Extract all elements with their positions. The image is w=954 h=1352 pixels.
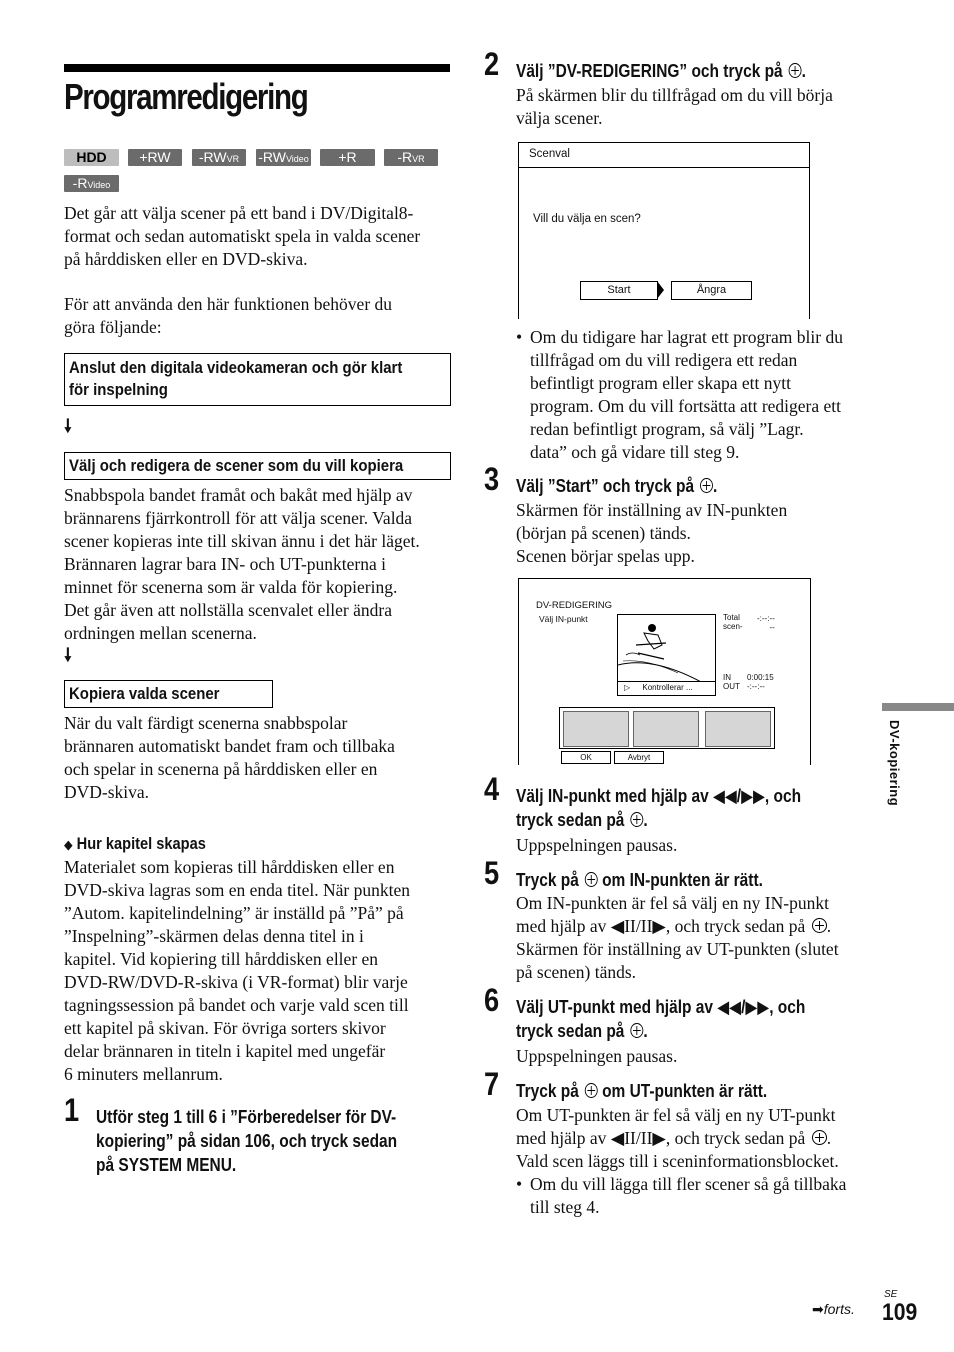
screen-question: Vill du välja en scen? — [533, 213, 641, 225]
step-number-1: 1 — [64, 1092, 80, 1128]
down-arrow-icon: 🠗 — [64, 645, 72, 666]
badge-minus-rw-video: -RWVideo — [256, 149, 311, 166]
step-2-bullet: Om du tidigare har lagrat ett program blir du tillfrågad om du vill redigera ett redan befintligt program eller skapa ett nytt program. Om du vill fortsätta att redigera ett redan befintligt program, så välj ”Lagr. data” och gå vidare till steg 9. — [530, 327, 843, 462]
status-strip: ▷ Kontrollerar ... — [618, 681, 715, 695]
dv-edit-title: DV-REDIGERING — [536, 600, 613, 611]
dv-edit-screen — [518, 578, 811, 765]
badge-minus-r-video: -RVideo — [64, 175, 119, 192]
total-scene-value: -:--:-- -- — [757, 614, 775, 632]
step-number-7: 7 — [484, 1066, 500, 1102]
title-rule — [64, 64, 450, 72]
cancel-button[interactable]: Ångra — [671, 281, 752, 300]
scene-select-screen — [518, 142, 810, 319]
step-3-text: Skärmen för inställning av IN-punkten (början på scenen) tänds. Scenen börjar spelas upp. — [516, 500, 788, 566]
step-4-heading: Välj IN-punkt med hjälp av ◀◀/▶▶, och tryck sedan på . — [516, 786, 802, 830]
procedure-box-connect: Anslut den digitala videokameran och gör klart för inspelning — [64, 353, 451, 406]
badge-minus-r-vr: -RVR — [384, 149, 438, 166]
enter-button-icon — [789, 63, 802, 78]
start-button[interactable]: Start — [580, 281, 658, 300]
chapters-subheading: ◆ Hur kapitel skapas — [64, 834, 206, 853]
language-code: SE — [884, 1289, 898, 1300]
step-3-heading: Välj ”Start” och tryck på . — [516, 476, 718, 496]
step-5-text: Om IN-punkten är fel så välj en ny IN-punkt med hjälp av ◀II/II▶, och tryck sedan på . Skärmen för inställning av UT-punkten (slutet på scenen) tänds. — [516, 893, 839, 982]
enter-button-icon — [700, 478, 713, 493]
in-out-labels: IN OUT — [723, 673, 740, 691]
enter-button-icon — [812, 1130, 827, 1145]
badge-minus-rw-vr: -RWVR — [192, 149, 246, 166]
scene-thumbnail[interactable] — [563, 711, 629, 747]
in-out-values: 0:00:15 -:--:-- — [747, 673, 774, 691]
step-number-6: 6 — [484, 982, 500, 1018]
diamond-icon: ◆ — [64, 837, 73, 852]
chapters-paragraph: Materialet som kopieras till hårddisken eller en DVD-skiva lagras som en enda titel. När punkten ”Autom. kapitelindelning” är inställd på ”På” på ”Inspelning”-skärmen delas denna titel in i kapitel. Vid kopiering till hårddisken eller en DVD-RW/DVD-R-skiva (i VR-format) blir varje tagningssession på bandet och varje vald scen till ett kapitel på skivan. För övriga sorters skivor delar brännaren in titeln i kapitel med ungefär 6 minuters mellanrum. — [64, 857, 411, 1084]
enter-button-icon — [585, 872, 598, 887]
step-2-bullet-marker: • — [516, 327, 523, 347]
procedure-box-copy: Kopiera valda scener — [64, 680, 273, 708]
start-button-pointer — [657, 281, 664, 299]
step-number-5: 5 — [484, 855, 500, 891]
step-4-text: Uppspelningen pausas. — [516, 835, 678, 855]
screen-title: Scenval — [529, 148, 570, 160]
continued-note: ➡forts. — [812, 1301, 855, 1317]
step-7-bullet: Om du vill lägga till fler scener så gå tillbaka till steg 4. — [530, 1174, 847, 1217]
down-arrow-icon: 🠗 — [64, 416, 72, 437]
cancel-button[interactable]: Avbryt — [614, 751, 664, 764]
step-number-3: 3 — [484, 461, 500, 497]
section-tab-label: DV-kopiering — [887, 720, 902, 807]
play-icon: ▷ — [624, 683, 631, 692]
enter-button-icon — [630, 1023, 643, 1038]
page-number: 109 — [882, 1299, 918, 1326]
step-7-heading: Tryck på om UT-punkten är rätt. — [516, 1081, 768, 1101]
badge-hdd: HDD — [64, 149, 119, 166]
step-2-text: På skärmen blir du tillfrågad om du vill börja välja scener. — [516, 85, 833, 128]
scene-thumbnail[interactable] — [705, 711, 771, 747]
step-7-text: Om UT-punkten är fel så välj en ny UT-punkt med hjälp av ◀II/II▶, och tryck sedan på . Vald scen läggs till i sceninformationsblocket. — [516, 1105, 839, 1171]
copy-paragraph: När du valt färdigt scenerna snabbspolar brännaren automatiskt bandet fram och tillbaka och spelar in scenerna på hårddisken eller en DVD-skiva. — [64, 713, 395, 802]
scene-thumbnails — [559, 707, 775, 749]
enter-button-icon — [585, 1083, 598, 1098]
scene-thumbnail[interactable] — [633, 711, 699, 747]
step-number-4: 4 — [484, 771, 500, 807]
step-1-heading: Utför steg 1 till 6 i ”Förberedelser för DV- kopiering” på sidan 106, och tryck sedan på SYSTEM MENU. — [96, 1107, 398, 1175]
badge-plus-rw: +RW — [128, 149, 182, 166]
step-5-heading: Tryck på om IN-punkten är rätt. — [516, 870, 763, 890]
intro-paragraph: Det går att välja scener på ett band i DV/Digital8- format och sedan automatiskt spela in valda scener på hårddisken eller en DVD-skiva. — [64, 203, 421, 269]
page-title: Programredigering — [64, 76, 308, 117]
total-scene-label: Total scen- — [723, 613, 743, 631]
dv-edit-subtitle: Välj IN-punkt — [539, 614, 588, 624]
section-tab-marker — [882, 703, 954, 711]
step-6-heading: Välj UT-punkt med hjälp av ◀◀/▶▶, och tryck sedan på . — [516, 997, 806, 1041]
screen-title-rule — [519, 167, 809, 168]
enter-button-icon — [630, 812, 643, 827]
step-6-text: Uppspelningen pausas. — [516, 1046, 678, 1066]
step-7-bullet-marker: • — [516, 1174, 523, 1194]
select-paragraph: Snabbspola bandet framåt och bakåt med hjälp av brännarens fjärrkontroll för att välja scener. Valda scener kopieras inte till skivan ännu i det här läget. Brännaren lagrar bara IN- och UT-punkterna i minnet för scenerna som är valda för kopiering. Det går även att nollställa scenvalet eller ändra ordningen mellan scenerna. — [64, 485, 420, 643]
step-number-2: 2 — [484, 46, 500, 82]
badge-plus-r: +R — [320, 149, 375, 166]
enter-button-icon — [812, 918, 827, 933]
step-2-heading: Välj ”DV-REDIGERING” och tryck på . — [516, 61, 806, 81]
right-arrow-icon: ➡ — [812, 1301, 824, 1317]
intro-paragraph-2: För att använda den här funktionen behöver du göra följande: — [64, 294, 393, 337]
procedure-box-select: Välj och redigera de scener som du vill kopiera — [64, 452, 451, 480]
video-preview — [617, 614, 716, 696]
ok-button[interactable]: OK — [561, 751, 611, 764]
